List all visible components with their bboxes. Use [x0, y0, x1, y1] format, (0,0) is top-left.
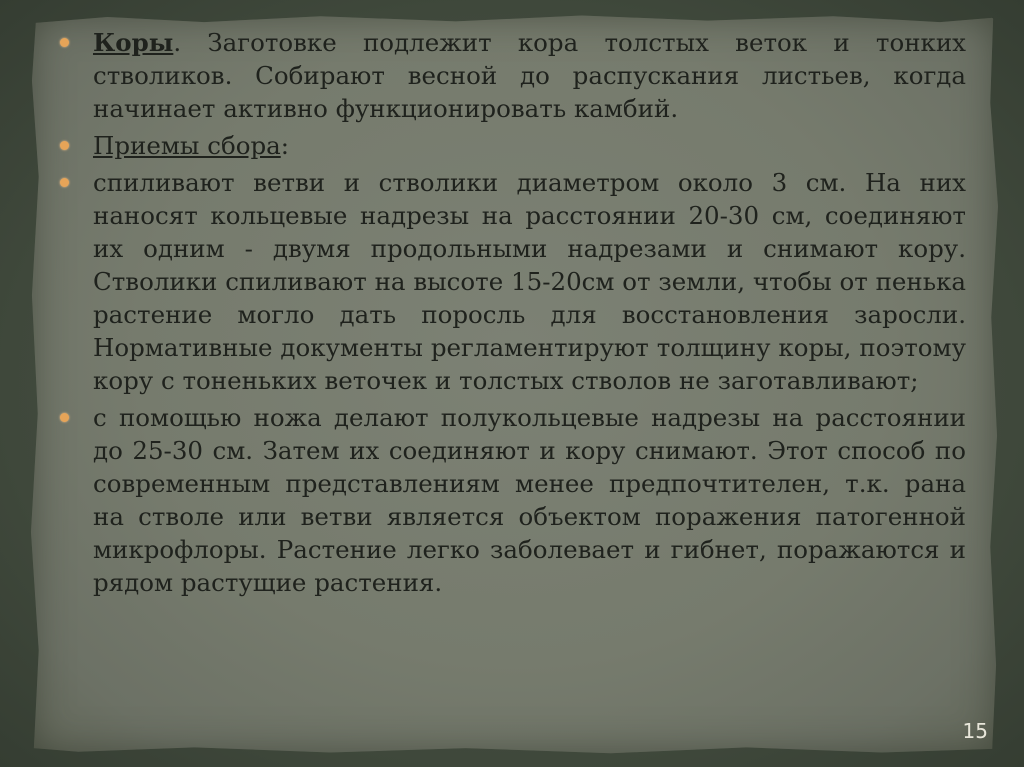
methods-colon: :	[280, 131, 289, 160]
bullet-icon	[60, 413, 69, 422]
bullet-item-methods	[60, 129, 966, 162]
term-bark: Коры	[93, 28, 174, 57]
term-collection-methods: Приемы сбора	[93, 131, 281, 160]
bullet-item-knife-method	[60, 401, 966, 599]
bullet-item-sawing-method	[60, 166, 966, 397]
knife-method-text: с помощью ножа делают полукольцевые надрезы на расстоянии до 25-30 см. Затем их соединяют и кору снимают. Этот способ по современным представлениям менее предпочтителен, т.к. рана на стволе или ветви является объектом поражения патогенной микрофлоры. Растение легко заболевает и гибнет, поражаются и рядом растущие растения.	[93, 403, 966, 597]
bullet-icon	[60, 178, 69, 187]
slide-content	[60, 26, 966, 603]
bullet-item-bark	[60, 26, 966, 125]
bullet-icon	[60, 38, 69, 47]
bullet-icon	[60, 141, 69, 150]
bark-description: . Заготовке подлежит кора толстых веток и тонких стволиков. Собирают весной до распускания листьев, когда начинает активно функционировать камбий.	[93, 28, 966, 123]
sawing-method-text: спиливают ветви и стволики диаметром около 3 см. На них наносят кольцевые надрезы на расстоянии 20-30 см, соединяют их одним - двумя продольными надрезами и снимают кору. Стволики спиливают на высоте 15-20см от земли, чтобы от пенька растение могло дать поросль для восстановления заросли. Нормативные документы регламентируют толщину коры, поэтому кору с тоненьких веточек и толстых стволов не заготавливают;	[93, 168, 966, 395]
page-number: 15	[962, 719, 988, 743]
